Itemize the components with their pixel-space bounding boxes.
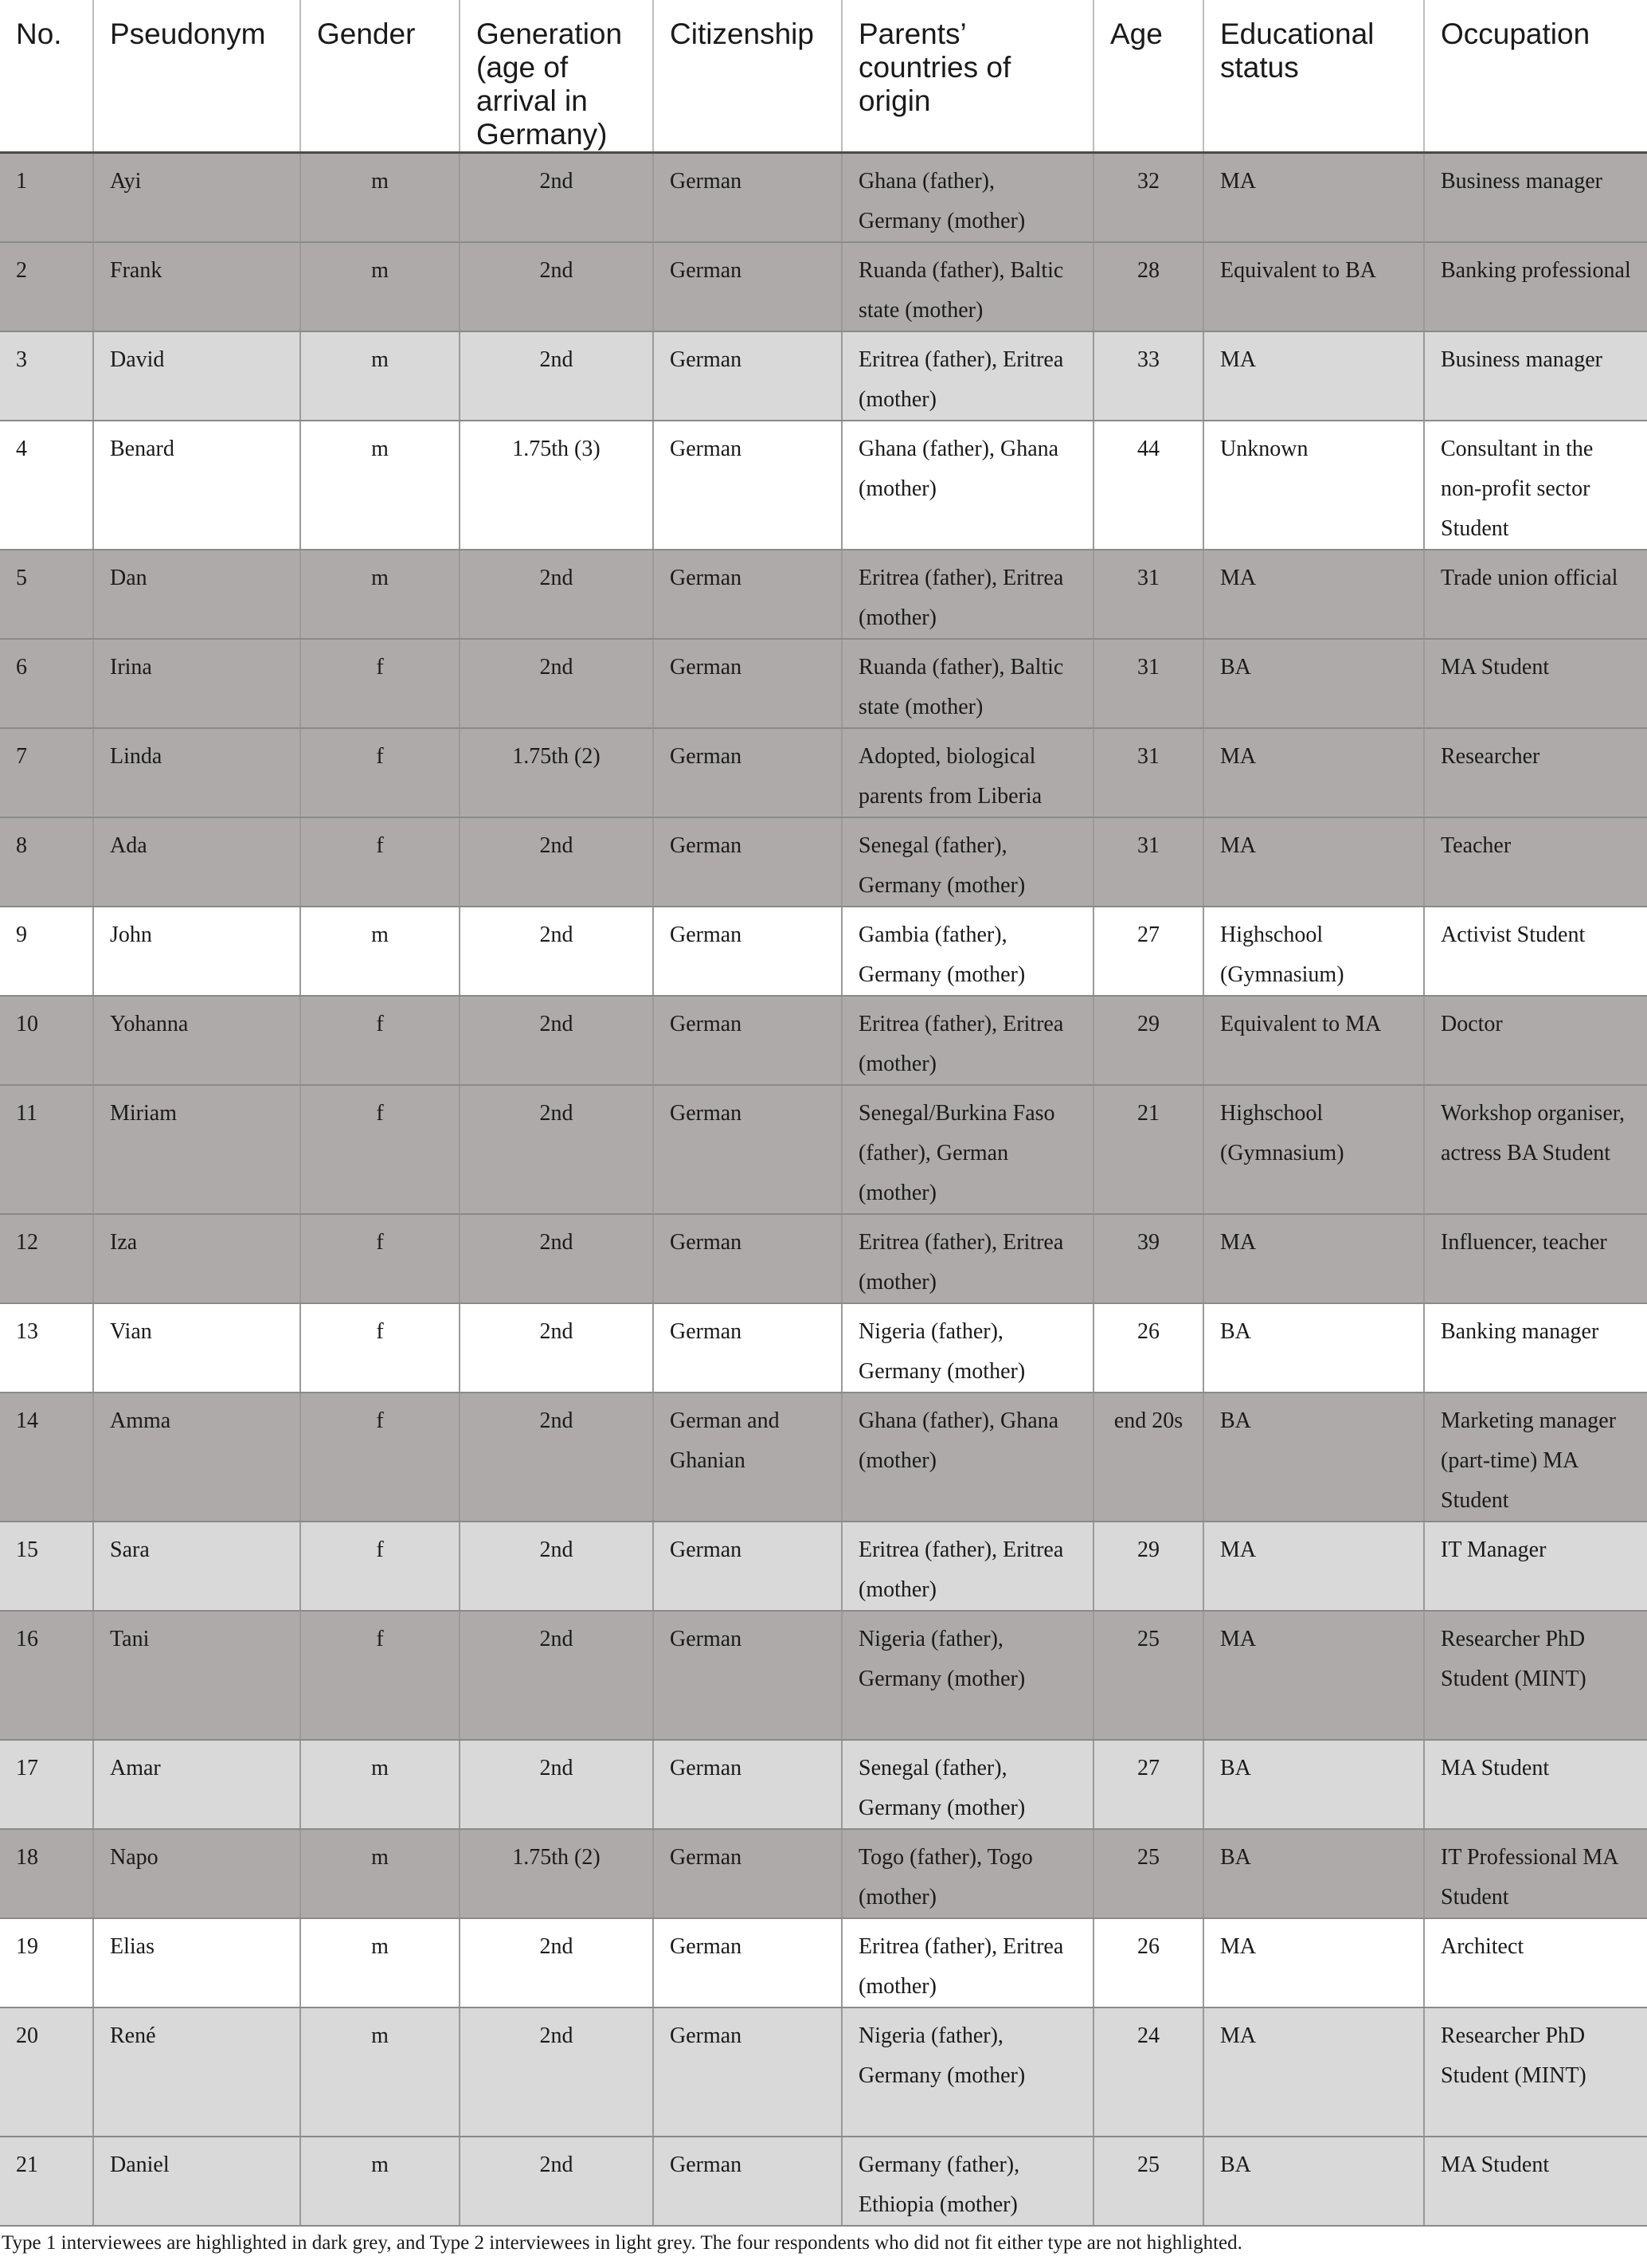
cell-occupation: MA Student <box>1424 2137 1647 2226</box>
cell-parents-origin: Ghana (father), Ghana (mother) <box>842 421 1093 550</box>
cell-educational-status: MA <box>1203 817 1424 907</box>
table-row <box>0 728 1647 817</box>
column-header-occupation: Occupation <box>1424 0 1647 153</box>
cell-no: 20 <box>0 2008 93 2137</box>
cell-occupation: Marketing manager (part-time) MA Student <box>1424 1393 1647 1522</box>
cell-age: 25 <box>1093 1829 1203 1918</box>
cell-pseudonym: Irina <box>93 639 300 728</box>
cell-pseudonym: Amar <box>93 1740 300 1829</box>
cell-parents-origin: Senegal (father), Germany (mother) <box>842 817 1093 907</box>
cell-gender: m <box>300 2008 460 2137</box>
cell-age: 31 <box>1093 639 1203 728</box>
cell-no: 11 <box>0 1085 93 1214</box>
cell-gender: m <box>300 242 460 331</box>
cell-parents-origin: Gambia (father), Germany (mother) <box>842 907 1093 996</box>
cell-citizenship: German <box>653 2137 842 2226</box>
cell-educational-status: MA <box>1203 1611 1424 1740</box>
cell-citizenship: German <box>653 1085 842 1214</box>
table-row <box>0 817 1647 907</box>
cell-pseudonym: Yohanna <box>93 996 300 1085</box>
cell-citizenship: German <box>653 1214 842 1303</box>
cell-educational-status: BA <box>1203 639 1424 728</box>
cell-no: 4 <box>0 421 93 550</box>
cell-educational-status: MA <box>1203 331 1424 421</box>
cell-gender: m <box>300 1740 460 1829</box>
cell-educational-status: MA <box>1203 728 1424 817</box>
cell-educational-status: Highschool (Gymnasium) <box>1203 907 1424 996</box>
cell-occupation: IT Professional MA Student <box>1424 1829 1647 1918</box>
cell-citizenship: German <box>653 907 842 996</box>
cell-citizenship: German <box>653 1522 842 1611</box>
cell-generation: 2nd <box>460 331 653 421</box>
cell-educational-status: MA <box>1203 1918 1424 2008</box>
cell-parents-origin: Ruanda (father), Baltic state (mother) <box>842 639 1093 728</box>
cell-pseudonym: Dan <box>93 550 300 639</box>
cell-parents-origin: Nigeria (father), Germany (mother) <box>842 2008 1093 2137</box>
cell-pseudonym: Daniel <box>93 2137 300 2226</box>
cell-citizenship: German <box>653 331 842 421</box>
cell-age: 27 <box>1093 907 1203 996</box>
cell-gender: m <box>300 1918 460 2008</box>
cell-no: 17 <box>0 1740 93 1829</box>
cell-age: 28 <box>1093 242 1203 331</box>
cell-parents-origin: Eritrea (father), Eritrea (mother) <box>842 550 1093 639</box>
cell-citizenship: German <box>653 1303 842 1393</box>
cell-no: 8 <box>0 817 93 907</box>
cell-no: 2 <box>0 242 93 331</box>
cell-parents-origin: Togo (father), Togo (mother) <box>842 1829 1093 1918</box>
cell-age: 31 <box>1093 550 1203 639</box>
table-row <box>0 1611 1647 1740</box>
cell-occupation: Researcher <box>1424 728 1647 817</box>
cell-citizenship: German and Ghanian <box>653 1393 842 1522</box>
column-header-age: Age <box>1093 0 1203 153</box>
table-row <box>0 242 1647 331</box>
table-row <box>0 2137 1647 2226</box>
cell-gender: f <box>300 996 460 1085</box>
cell-pseudonym: Amma <box>93 1393 300 1522</box>
cell-gender: m <box>300 550 460 639</box>
table-row <box>0 996 1647 1085</box>
cell-parents-origin: Nigeria (father), Germany (mother) <box>842 1303 1093 1393</box>
cell-no: 19 <box>0 1918 93 2008</box>
table-body <box>0 153 1647 2227</box>
column-header-pseudonym: Pseudonym <box>93 0 300 153</box>
cell-educational-status: MA <box>1203 1214 1424 1303</box>
column-header-educational-status: Educational status <box>1203 0 1424 153</box>
cell-gender: f <box>300 728 460 817</box>
table-row <box>0 1214 1647 1303</box>
table-row <box>0 1303 1647 1393</box>
cell-educational-status: Equivalent to MA <box>1203 996 1424 1085</box>
cell-gender: m <box>300 331 460 421</box>
cell-educational-status: MA <box>1203 550 1424 639</box>
cell-pseudonym: Tani <box>93 1611 300 1740</box>
cell-age: 31 <box>1093 728 1203 817</box>
cell-pseudonym: Iza <box>93 1214 300 1303</box>
cell-no: 3 <box>0 331 93 421</box>
cell-pseudonym: René <box>93 2008 300 2137</box>
column-header-generation: Generation (age of arrival in Germany) <box>460 0 653 153</box>
cell-pseudonym: David <box>93 331 300 421</box>
table-row <box>0 1918 1647 2008</box>
header-row <box>0 0 1647 153</box>
cell-citizenship: German <box>653 1918 842 2008</box>
cell-educational-status: BA <box>1203 1740 1424 1829</box>
cell-generation: 2nd <box>460 1918 653 2008</box>
cell-parents-origin: Eritrea (father), Eritrea (mother) <box>842 1522 1093 1611</box>
cell-citizenship: German <box>653 1740 842 1829</box>
cell-citizenship: German <box>653 1829 842 1918</box>
column-header-no: No. <box>0 0 93 153</box>
cell-age: 27 <box>1093 1740 1203 1829</box>
cell-no: 18 <box>0 1829 93 1918</box>
cell-occupation: Banking professional <box>1424 242 1647 331</box>
cell-age: 25 <box>1093 2137 1203 2226</box>
table-row <box>0 153 1647 243</box>
column-header-parents-origin: Parents’ countries of origin <box>842 0 1093 153</box>
cell-pseudonym: Linda <box>93 728 300 817</box>
cell-occupation: Researcher PhD Student (MINT) <box>1424 1611 1647 1740</box>
column-header-citizenship: Citizenship <box>653 0 842 153</box>
cell-age: 26 <box>1093 1303 1203 1393</box>
cell-citizenship: German <box>653 421 842 550</box>
cell-no: 6 <box>0 639 93 728</box>
cell-citizenship: German <box>653 2008 842 2137</box>
table-row <box>0 639 1647 728</box>
cell-gender: m <box>300 153 460 243</box>
cell-pseudonym: Ayi <box>93 153 300 243</box>
cell-no: 13 <box>0 1303 93 1393</box>
cell-occupation: Business manager <box>1424 153 1647 243</box>
cell-generation: 1.75th (2) <box>460 728 653 817</box>
cell-generation: 2nd <box>460 639 653 728</box>
cell-gender: f <box>300 1611 460 1740</box>
cell-gender: f <box>300 1214 460 1303</box>
table-row <box>0 1829 1647 1918</box>
cell-occupation: Researcher PhD Student (MINT) <box>1424 2008 1647 2137</box>
cell-no: 12 <box>0 1214 93 1303</box>
cell-occupation: Workshop organiser, actress BA Student <box>1424 1085 1647 1214</box>
cell-no: 15 <box>0 1522 93 1611</box>
table-footnote: Type 1 interviewees are highlighted in dark grey, and Type 2 interviewees in light grey. The four respondents who did not fit either type are not highlighted. <box>2 2232 1242 2254</box>
cell-citizenship: German <box>653 996 842 1085</box>
cell-age: 44 <box>1093 421 1203 550</box>
cell-gender: f <box>300 1393 460 1522</box>
cell-educational-status: Unknown <box>1203 421 1424 550</box>
cell-parents-origin: Ruanda (father), Baltic state (mother) <box>842 242 1093 331</box>
cell-pseudonym: Napo <box>93 1829 300 1918</box>
cell-generation: 2nd <box>460 2008 653 2137</box>
cell-no: 9 <box>0 907 93 996</box>
cell-generation: 2nd <box>460 242 653 331</box>
cell-parents-origin: Senegal (father), Germany (mother) <box>842 1740 1093 1829</box>
cell-pseudonym: Vian <box>93 1303 300 1393</box>
cell-citizenship: German <box>653 817 842 907</box>
cell-no: 1 <box>0 153 93 243</box>
cell-educational-status: BA <box>1203 1393 1424 1522</box>
cell-gender: f <box>300 817 460 907</box>
cell-age: 33 <box>1093 331 1203 421</box>
cell-generation: 2nd <box>460 1611 653 1740</box>
cell-gender: m <box>300 421 460 550</box>
cell-pseudonym: Ada <box>93 817 300 907</box>
cell-occupation: Business manager <box>1424 331 1647 421</box>
cell-occupation: Trade union official <box>1424 550 1647 639</box>
cell-educational-status: MA <box>1203 153 1424 243</box>
cell-generation: 2nd <box>460 550 653 639</box>
cell-generation: 2nd <box>460 1214 653 1303</box>
cell-age: 29 <box>1093 1522 1203 1611</box>
cell-parents-origin: Eritrea (father), Eritrea (mother) <box>842 1918 1093 2008</box>
cell-pseudonym: John <box>93 907 300 996</box>
cell-parents-origin: Eritrea (father), Eritrea (mother) <box>842 331 1093 421</box>
cell-age: 25 <box>1093 1611 1203 1740</box>
cell-educational-status: MA <box>1203 1522 1424 1611</box>
cell-no: 14 <box>0 1393 93 1522</box>
cell-pseudonym: Frank <box>93 242 300 331</box>
cell-pseudonym: Miriam <box>93 1085 300 1214</box>
table-row <box>0 1740 1647 1829</box>
cell-pseudonym: Elias <box>93 1918 300 2008</box>
cell-occupation: Banking manager <box>1424 1303 1647 1393</box>
cell-educational-status: MA <box>1203 2008 1424 2137</box>
cell-pseudonym: Sara <box>93 1522 300 1611</box>
cell-parents-origin: Senegal/Burkina Faso (father), German (mother) <box>842 1085 1093 1214</box>
cell-age: 32 <box>1093 153 1203 243</box>
table-row <box>0 550 1647 639</box>
cell-generation: 2nd <box>460 1085 653 1214</box>
table-row <box>0 2008 1647 2137</box>
cell-occupation: Consultant in the non-profit sector Student <box>1424 421 1647 550</box>
cell-citizenship: German <box>653 639 842 728</box>
cell-age: 24 <box>1093 2008 1203 2137</box>
table-row <box>0 1393 1647 1522</box>
cell-occupation: Architect <box>1424 1918 1647 2008</box>
cell-age: 21 <box>1093 1085 1203 1214</box>
cell-parents-origin: Adopted, biological parents from Liberia <box>842 728 1093 817</box>
cell-citizenship: German <box>653 550 842 639</box>
cell-parents-origin: Germany (father), Ethiopia (mother) <box>842 2137 1093 2226</box>
cell-citizenship: German <box>653 242 842 331</box>
cell-educational-status: Equivalent to BA <box>1203 242 1424 331</box>
table-row <box>0 421 1647 550</box>
cell-occupation: MA Student <box>1424 1740 1647 1829</box>
cell-parents-origin: Nigeria (father), Germany (mother) <box>842 1611 1093 1740</box>
cell-occupation: Doctor <box>1424 996 1647 1085</box>
cell-no: 5 <box>0 550 93 639</box>
cell-parents-origin: Ghana (father), Germany (mother) <box>842 153 1093 243</box>
cell-no: 7 <box>0 728 93 817</box>
cell-occupation: Activist Student <box>1424 907 1647 996</box>
cell-educational-status: BA <box>1203 2137 1424 2226</box>
cell-parents-origin: Eritrea (father), Eritrea (mother) <box>842 996 1093 1085</box>
cell-occupation: Teacher <box>1424 817 1647 907</box>
table-row <box>0 331 1647 421</box>
cell-citizenship: German <box>653 1611 842 1740</box>
cell-generation: 1.75th (2) <box>460 1829 653 1918</box>
column-header-gender: Gender <box>300 0 460 153</box>
cell-educational-status: Highschool (Gymnasium) <box>1203 1085 1424 1214</box>
cell-educational-status: BA <box>1203 1829 1424 1918</box>
cell-no: 21 <box>0 2137 93 2226</box>
cell-generation: 2nd <box>460 1740 653 1829</box>
cell-gender: f <box>300 1303 460 1393</box>
cell-generation: 2nd <box>460 1522 653 1611</box>
cell-generation: 2nd <box>460 1303 653 1393</box>
cell-gender: f <box>300 1522 460 1611</box>
cell-occupation: IT Manager <box>1424 1522 1647 1611</box>
cell-gender: f <box>300 1085 460 1214</box>
cell-occupation: MA Student <box>1424 639 1647 728</box>
cell-no: 10 <box>0 996 93 1085</box>
cell-generation: 2nd <box>460 907 653 996</box>
cell-generation: 2nd <box>460 153 653 243</box>
cell-citizenship: German <box>653 728 842 817</box>
cell-pseudonym: Benard <box>93 421 300 550</box>
cell-generation: 1.75th (3) <box>460 421 653 550</box>
cell-occupation: Influencer, teacher <box>1424 1214 1647 1303</box>
cell-citizenship: German <box>653 153 842 243</box>
cell-generation: 2nd <box>460 817 653 907</box>
cell-gender: m <box>300 2137 460 2226</box>
cell-age: 39 <box>1093 1214 1203 1303</box>
cell-age: 26 <box>1093 1918 1203 2008</box>
cell-age: end 20s <box>1093 1393 1203 1522</box>
cell-generation: 2nd <box>460 996 653 1085</box>
cell-parents-origin: Ghana (father), Ghana (mother) <box>842 1393 1093 1522</box>
table-row <box>0 1085 1647 1214</box>
table-row <box>0 907 1647 996</box>
cell-parents-origin: Eritrea (father), Eritrea (mother) <box>842 1214 1093 1303</box>
cell-gender: m <box>300 1829 460 1918</box>
cell-age: 29 <box>1093 996 1203 1085</box>
cell-gender: m <box>300 907 460 996</box>
cell-gender: f <box>300 639 460 728</box>
cell-age: 31 <box>1093 817 1203 907</box>
cell-educational-status: BA <box>1203 1303 1424 1393</box>
cell-generation: 2nd <box>460 2137 653 2226</box>
table-row <box>0 1522 1647 1611</box>
cell-generation: 2nd <box>460 1393 653 1522</box>
cell-no: 16 <box>0 1611 93 1740</box>
